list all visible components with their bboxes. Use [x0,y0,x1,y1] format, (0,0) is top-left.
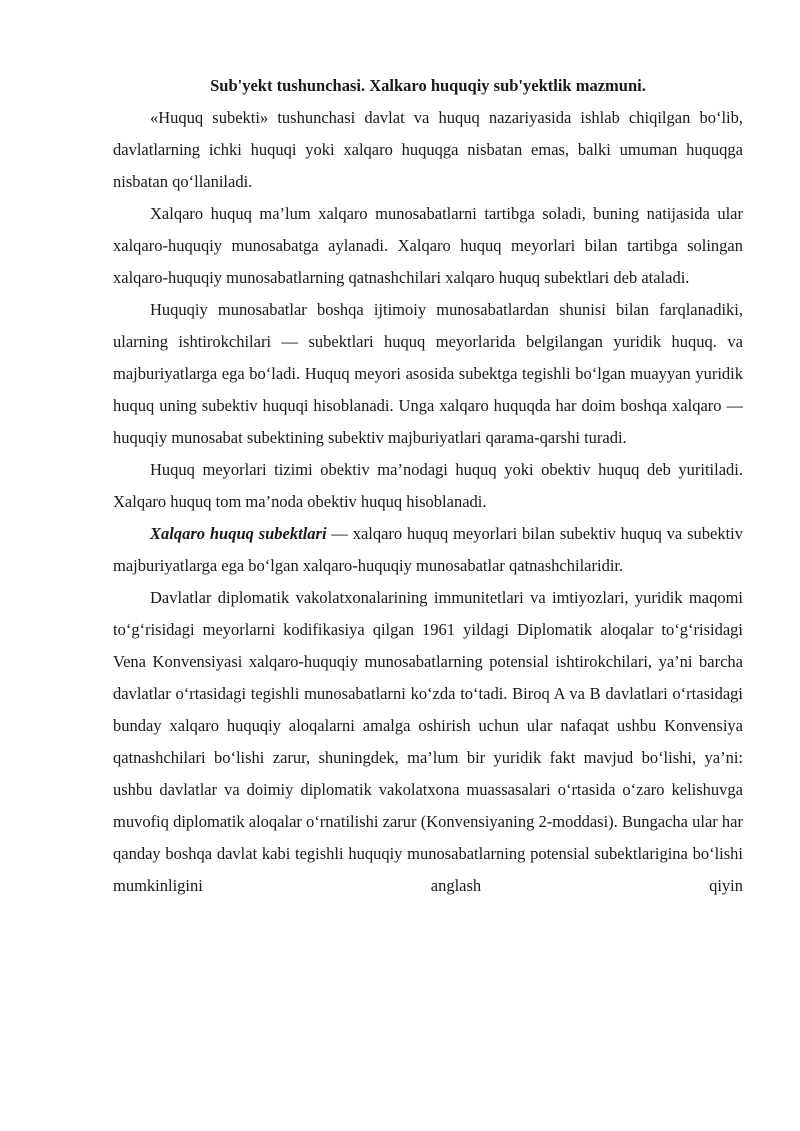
definition-term: Xalqaro huquq subektlari [150,524,327,543]
paragraph: Huquq meyorlari tizimi obektiv ma’nodagi huquq yoki obektiv huquq deb yuritiladi. Xalqaro huquq tom ma’noda obektiv huquq hisoblanadi. [113,460,743,511]
paragraph: Xalqaro huquq ma’lum xalqaro munosabatlarni tartibga soladi, buning natijasida ular xalqaro-huquqiy munosabatga aylanadi. Xalqaro huquq meyorlari bilan tartibga solingan xalqaro-huquqiy munosabatlarning qatnashchilari xalqaro huquq subektlari deb ataladi. [113,204,743,287]
document-page [113,70,743,902]
definition-paragraph [113,518,743,582]
paragraph-continued: Davlatlar diplomatik vakolatxonalarining immunitetlari va imtiyozlari, yuridik maqomi to‘g‘risidagi meyorlarni kodifikasiya qilgan 1961 yildagi Diplomatik aloqalar to‘g‘risidagi Vena Konvensiyasi xalqaro-huquqiy munosabatlarning potensial ishtirokchilari, ya’ni barcha davlatlar o‘rtasidagi tegishli munosabatlarni ko‘zda to‘tadi. Biroq A va B davlatlari o‘rtasidagi bunday xalqaro huquqiy aloqalarni amalga oshirish uchun ular nafaqat ushbu Konvensiya qatnashchilari bo‘lishi zarur, shuningdek, ma’lum bir yuridik fakt mavjud bo‘lishi, ya’ni: ushbu davlatlar va doimiy diplomatik vakolatxona muassasalari o‘rtasida o‘zaro kelishuvga muvofiq diplomatik aloqalar o‘rnatilishi zarur (Konvensiyaning 2-moddasi). Bungacha ular har qanday boshqa davlat kabi tegishli huquqiy munosabatlarning potensial subektlarigina bo‘lishi mumkinligini anglash qiyin [113,588,743,895]
paragraph: «Huquq subekti» tushunchasi davlat va huquq nazariyasida ishlab chiqilgan bo‘lib, davlatlarning ichki huquqi yoki xalqaro huquqga nisbatan emas, balki umuman huquqga nisbatan qo‘llaniladi. [113,108,743,191]
page-title: Sub'yekt tushunchasi. Xalkaro huquqiy sub'yektlik mazmuni. [210,76,646,95]
definition-text: — xalqaro huquq meyorlari bilan subektiv huquq va subektiv majburiyatlarga ega bo‘lgan xalqaro-huquqiy munosabatlar qatnashchilaridir. [113,524,743,575]
paragraph: Huquqiy munosabatlar boshqa ijtimoiy munosabatlardan shunisi bilan farqlanadiki, ularning ishtirokchilari — subektlari huquq meyorlarida belgilangan yuridik huquq. va majburiyatlarga ega bo‘ladi. Huquq meyori asosida subektga tegishli bo‘lgan muayyan yuridik huquq uning subektiv huquqi hisoblanadi. Unga xalqaro huquqda har doim boshqa xalqaro — huquqiy munosabat subektining subektiv majburiyatlari qarama-qarshi turadi. [113,300,743,447]
